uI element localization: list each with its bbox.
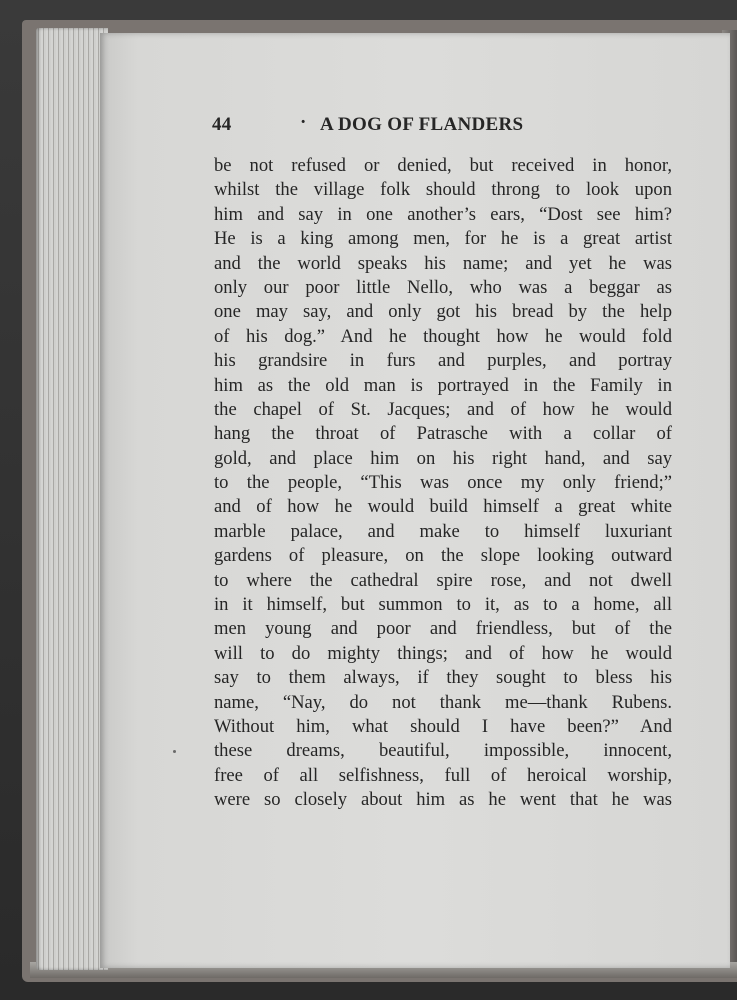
page-speck [173, 750, 176, 753]
text-line: one may say, and only got his bread by the help [214, 301, 672, 323]
text-line: name, “Nay, do not thank me—thank Rubens. [214, 691, 672, 713]
text-line: marble palace, and make to himself luxuriant [214, 520, 672, 542]
book-title: A DOG OF FLANDERS [320, 114, 524, 135]
text-line: to where the cathedral spire rose, and not dwell [214, 569, 672, 591]
text-line: to the people, “This was once my only friend;” [214, 472, 672, 494]
text-line: him as the old man is portrayed in the Family in [214, 374, 672, 396]
text-line: He is a king among men, for he is a great artist [214, 228, 672, 250]
running-head [212, 114, 562, 144]
text-line: his grandsire in furs and purples, and portray [214, 350, 672, 372]
text-line: gold, and place him on his right hand, and say [214, 447, 672, 469]
text-line: were so closely about him as he went that he was [214, 789, 672, 811]
text-line: only our poor little Nello, who was a beggar as [214, 276, 672, 298]
text-line: and the world speaks his name; and yet he was [214, 252, 672, 274]
text-line: in it himself, but summon to it, as to a home, all [214, 594, 672, 616]
page-stack-edge [36, 28, 108, 970]
text-line: these dreams, beautiful, impossible, innocent, [214, 740, 672, 762]
text-line: Without him, what should I have been?” And [214, 715, 672, 737]
text-line: and of how he would build himself a great white [214, 496, 672, 518]
text-line: men young and poor and friendless, but of the [214, 618, 672, 640]
text-line: gardens of pleasure, on the slope looking outward [214, 545, 672, 567]
text-line: be not refused or denied, but received in honor, [214, 155, 672, 176]
text-line: the chapel of St. Jacques; and of how he would [214, 398, 672, 420]
text-line: hang the throat of Patrasche with a collar of [214, 423, 672, 445]
text-line: free of all selfishness, full of heroical worship, [214, 764, 672, 786]
text-line: whilst the village folk should throng to look upon [214, 179, 672, 201]
body-text [214, 154, 672, 813]
text-line: will to do mighty things; and of how he would [214, 642, 672, 664]
page-number: 44 [212, 114, 232, 135]
text-line: say to them always, if they sought to bless his [214, 667, 672, 689]
text-line: him and say in one another’s ears, “Dost see him? [214, 203, 672, 225]
head-separator: · [300, 112, 307, 133]
text-line: of his dog.” And he thought how he would fold [214, 325, 672, 347]
